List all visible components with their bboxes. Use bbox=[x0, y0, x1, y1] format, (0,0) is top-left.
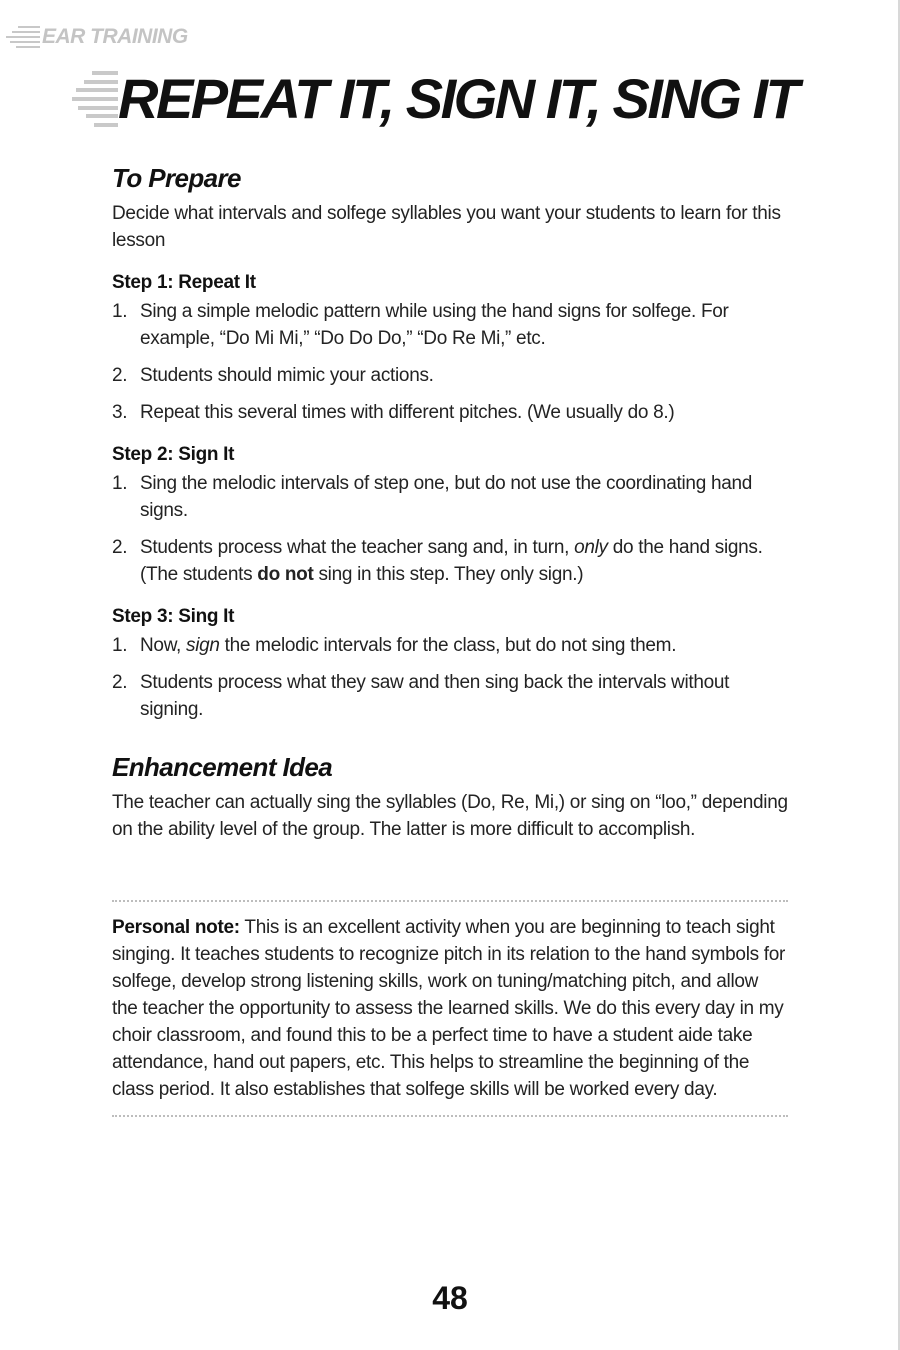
list-item bbox=[112, 362, 792, 389]
step-3-section bbox=[112, 604, 792, 723]
main-content bbox=[112, 160, 792, 843]
list-item bbox=[112, 470, 792, 524]
list-text: Repeat this several times with different pitches. (We usually do 8.) bbox=[140, 402, 675, 423]
step-1-section bbox=[112, 270, 792, 426]
enhancement-heading: Enhancement Idea bbox=[112, 752, 333, 782]
page-title: REPEAT IT, SIGN IT, SING IT bbox=[118, 67, 798, 130]
prepare-text: Decide what intervals and solfege syllables you want your students to learn for this lesson bbox=[112, 203, 781, 251]
step-3-heading: Step 3: Sing It bbox=[112, 606, 235, 627]
page-number: 48 bbox=[432, 1280, 468, 1316]
list-number: 1. bbox=[112, 301, 128, 322]
enhancement-section bbox=[112, 749, 792, 843]
list-number: 3. bbox=[112, 402, 128, 423]
prepare-heading: To Prepare bbox=[112, 163, 241, 193]
list-text bbox=[140, 632, 792, 659]
text-segment: do the hand signs. (The students bbox=[140, 537, 763, 585]
list-text: Sing a simple melodic pattern while using the hand signs for solfege. For example, “Do Mi Mi,” “Do Do Do,” “Do Re Mi,” etc. bbox=[140, 301, 729, 349]
step-2-heading: Step 2: Sign It bbox=[112, 444, 235, 465]
list-text: Students should mimic your actions. bbox=[140, 365, 434, 386]
list-item bbox=[112, 632, 792, 659]
step-3-list bbox=[112, 632, 792, 723]
personal-note-box bbox=[112, 900, 788, 1117]
enhancement-text: The teacher can actually sing the syllables (Do, Re, Mi,) or sing on “loo,” depending on the ability level of the group. The latter is more difficult to accomplish. bbox=[112, 792, 788, 840]
list-number: 1. bbox=[112, 473, 128, 494]
list-number: 2. bbox=[112, 365, 128, 386]
list-text: Students process what they saw and then sing back the intervals without signing. bbox=[140, 672, 730, 720]
list-number: 2. bbox=[112, 672, 128, 693]
list-text bbox=[140, 534, 792, 588]
speed-lines-decoration bbox=[4, 26, 40, 48]
emphasis-bold: do not bbox=[257, 564, 314, 585]
list-item bbox=[112, 534, 792, 588]
list-item bbox=[112, 399, 792, 426]
step-2-section bbox=[112, 442, 792, 588]
emphasis-italic: sign bbox=[186, 635, 220, 656]
step-1-list bbox=[112, 298, 792, 426]
text-segment: sing in this step. They only sign.) bbox=[318, 564, 584, 585]
personal-note bbox=[112, 914, 788, 1103]
section-label-text: EAR TRAINING bbox=[42, 25, 188, 48]
text-segment: the melodic intervals for the class, but do not sing them. bbox=[224, 635, 677, 656]
list-number: 2. bbox=[112, 537, 128, 558]
step-2-list bbox=[112, 470, 792, 588]
list-number: 1. bbox=[112, 635, 128, 656]
title-speed-lines-decoration bbox=[70, 71, 118, 127]
prepare-section bbox=[112, 160, 792, 254]
step-1-heading: Step 1: Repeat It bbox=[112, 272, 256, 293]
list-text: Sing the melodic intervals of step one, but do not use the coordinating hand signs. bbox=[140, 473, 753, 521]
title-block bbox=[70, 66, 797, 132]
personal-note-text: This is an excellent activity when you are beginning to teach sight singing. It teaches students to recognize pitch in its relation to the hand symbols for solfege, develop strong listening skills, work on tuning/matching pitch, and allow the teacher the opportunity to assess the learned skills. We do this every day in my choir classroom, and found this to be a perfect time to have a student aide take attendance, hand out papers, etc. This helps to streamline the beginning of the class period. It also establishes that solfege skills will be worked every day. bbox=[112, 917, 786, 1100]
emphasis-italic: only bbox=[574, 537, 608, 558]
text-segment: Now, bbox=[140, 635, 182, 656]
personal-note-label: Personal note: bbox=[112, 917, 240, 938]
section-label bbox=[4, 24, 188, 50]
text-segment: Students process what the teacher sang and, in turn, bbox=[140, 537, 570, 558]
list-item bbox=[112, 669, 792, 723]
list-item bbox=[112, 298, 792, 352]
